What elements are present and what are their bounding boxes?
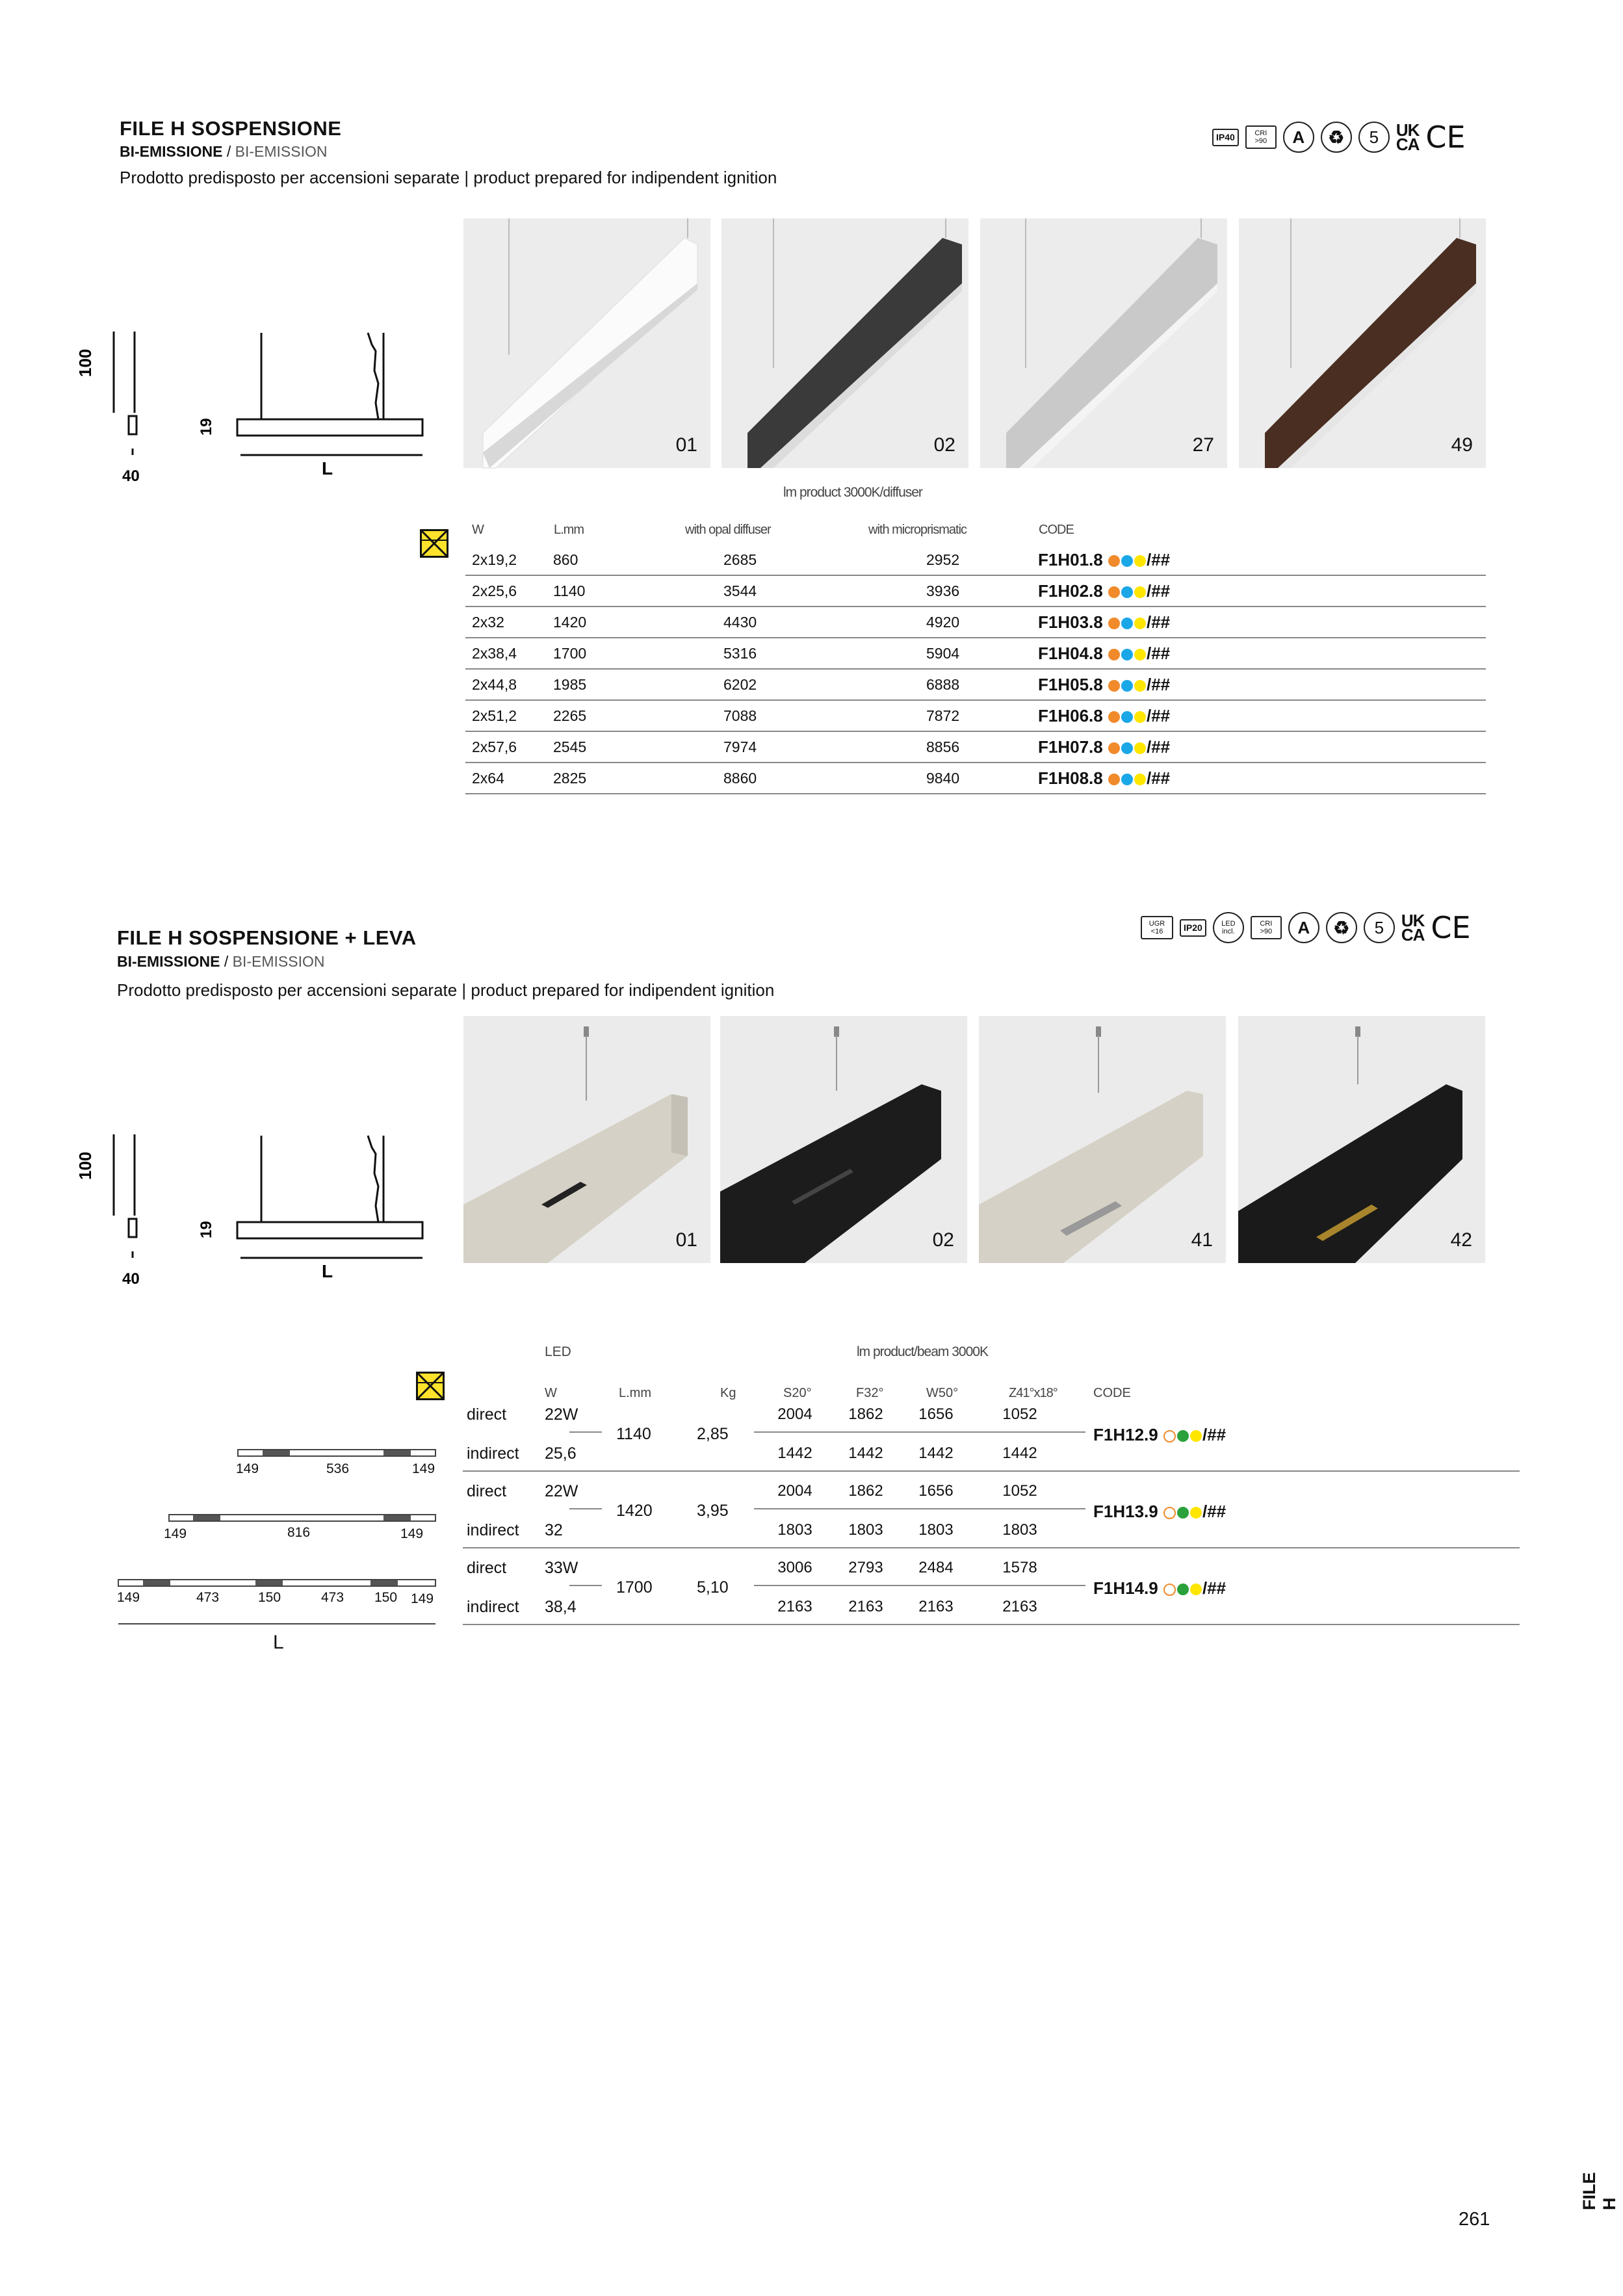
color-dot-green: [1177, 1430, 1189, 1442]
color-dot-yellow: [1134, 586, 1146, 598]
cell-indirect-lm: 2163: [777, 1598, 812, 1615]
cell-indirect-lm: 1803: [1002, 1521, 1037, 1539]
header-opal: with opal diffuser: [685, 522, 771, 537]
code-suffix: /##: [1146, 612, 1171, 632]
led-label: LED: [545, 1344, 571, 1359]
header-w50: W50°: [926, 1386, 959, 1400]
cell-code: [1038, 545, 1486, 575]
product-code: F1H08.8: [1038, 768, 1103, 788]
warning-icon: [416, 1372, 445, 1400]
code-suffix: /##: [1146, 737, 1171, 757]
label-indirect: indirect: [467, 1444, 519, 1463]
header-w: W: [472, 522, 484, 537]
cell-code: [1038, 638, 1486, 669]
layout1-c: 149: [412, 1461, 435, 1476]
color-dot-blue: [1121, 649, 1133, 660]
product-code: F1H13.9: [1093, 1502, 1158, 1521]
cell-code: [1038, 669, 1486, 700]
color-dot-yellow: [1190, 1507, 1202, 1519]
drawing-length: L: [322, 458, 333, 478]
code-suffix: /##: [1146, 674, 1171, 694]
cell-micro: 6888: [868, 669, 1038, 700]
energy-a-icon: A: [1283, 122, 1314, 153]
layout3-c: 150: [258, 1590, 281, 1605]
cell-w: 2x44,8: [465, 669, 553, 700]
drawing-width: 40: [122, 1270, 140, 1288]
cell-indirect-lm: 1442: [777, 1444, 812, 1462]
layout3-d: 473: [321, 1590, 344, 1605]
table-row: [465, 763, 1486, 794]
code-suffix: /##: [1146, 705, 1171, 725]
cell-w: 2x32: [465, 607, 553, 638]
cell-opal: 8860: [684, 763, 868, 794]
color-dot-green: [1177, 1507, 1189, 1519]
cell-w: 2x57,6: [465, 731, 553, 763]
ukca-icon: UK CA: [1401, 911, 1425, 945]
cell-code: [1038, 575, 1486, 607]
photo-finish-42: [1238, 1016, 1485, 1263]
table-row: [465, 575, 1486, 607]
cell-micro: 2952: [868, 545, 1038, 575]
code-suffix: /##: [1146, 768, 1171, 788]
photo-finish-49: [1239, 218, 1486, 468]
cell-w: 2x38,4: [465, 638, 553, 669]
code-suffix: /##: [1146, 581, 1171, 601]
cell-opal: 2685: [684, 545, 868, 575]
color-dot-yellow: [1134, 774, 1146, 785]
layout2-a: 149: [164, 1526, 187, 1541]
cell-code: [1093, 1502, 1226, 1522]
color-dot-orange: [1108, 774, 1120, 785]
cell-direct-lm: 2793: [848, 1559, 883, 1576]
cell-direct-lm: 1656: [918, 1405, 954, 1423]
cell-w-direct: 33W: [545, 1559, 578, 1577]
header-s20: S20°: [783, 1386, 812, 1400]
code-suffix: /##: [1146, 643, 1171, 663]
energy-a-icon: A: [1288, 912, 1319, 943]
product-code: F1H03.8: [1038, 612, 1103, 632]
cell-direct-lm: 2004: [777, 1405, 812, 1423]
drawing-height: 100: [75, 348, 95, 377]
cell-code: [1038, 607, 1486, 638]
color-dot-orange: [1108, 618, 1120, 629]
color-dot-orange-outline: [1163, 1507, 1176, 1519]
cell-micro: 7872: [868, 700, 1038, 731]
header-f32: F32°: [856, 1386, 884, 1400]
cell-w: 2x51,2: [465, 700, 553, 731]
table1: [465, 515, 1486, 794]
photo-label: 27: [1192, 434, 1214, 456]
cell-length: 860: [553, 545, 684, 575]
cell-indirect-lm: 1803: [918, 1521, 954, 1539]
side-tab-label: FILE H: [1579, 2172, 1619, 2210]
product-code: F1H12.9: [1093, 1425, 1158, 1444]
photo-finish-01: [463, 218, 710, 468]
cell-direct-lm: 1578: [1002, 1559, 1037, 1576]
layout2-c: 149: [400, 1526, 424, 1541]
product-code: F1H07.8: [1038, 737, 1103, 757]
photo-label: 02: [932, 1229, 954, 1251]
color-dot-orange: [1108, 586, 1120, 598]
cell-length: 1700: [553, 638, 684, 669]
warranty-5-icon: 5: [1364, 912, 1395, 943]
cell-micro: 8856: [868, 731, 1038, 763]
table-row: [465, 700, 1486, 731]
ip20-icon: IP20: [1180, 919, 1206, 937]
cell-length: 1140: [553, 575, 684, 607]
cell-length: 2825: [553, 763, 684, 794]
cell-length: 1140: [616, 1425, 651, 1443]
color-dot-orange-outline: [1163, 1430, 1176, 1442]
cri-icon: CRI >90: [1245, 125, 1277, 149]
cell-indirect-lm: 1803: [777, 1521, 812, 1539]
table-row: [465, 607, 1486, 638]
cell-direct-lm: 2004: [777, 1482, 812, 1500]
cell-opal: 7974: [684, 731, 868, 763]
color-dot-orange: [1108, 711, 1120, 723]
header-length: L.mm: [554, 522, 584, 537]
cell-length: 1700: [616, 1578, 653, 1597]
header-w: W: [545, 1386, 557, 1400]
cell-indirect-lm: 1803: [848, 1521, 883, 1539]
code-suffix: /##: [1202, 1425, 1227, 1444]
label-indirect: indirect: [467, 1521, 519, 1539]
warning-icon: [420, 529, 448, 558]
photo-finish-02: [720, 1016, 967, 1263]
product-code: F1H14.9: [1093, 1578, 1158, 1598]
cell-micro: 3936: [868, 575, 1038, 607]
photo-label: 01: [675, 434, 697, 456]
table-row: [465, 638, 1486, 669]
cell-length: 1420: [616, 1502, 653, 1520]
cell-direct-lm: 2484: [918, 1559, 954, 1576]
code-suffix: /##: [1202, 1578, 1227, 1598]
cell-code: [1093, 1578, 1226, 1598]
photo-label: 02: [933, 434, 955, 456]
product-code: F1H01.8: [1038, 549, 1103, 569]
drawing-length: L: [322, 1261, 333, 1281]
product-code: F1H02.8: [1038, 581, 1103, 601]
led-incl-icon: LED incl.: [1213, 912, 1244, 943]
cell-indirect-lm: 2163: [848, 1598, 883, 1615]
ip40-icon: IP40: [1212, 129, 1239, 146]
label-indirect: indirect: [467, 1598, 519, 1616]
sub-light: BI-EMISSION: [232, 953, 325, 970]
cell-length: 1420: [553, 607, 684, 638]
cri-icon: CRI >90: [1251, 916, 1282, 939]
header-length: L.mm: [619, 1386, 651, 1400]
layout3-a: 149: [117, 1590, 140, 1605]
cell-w: 2x64: [465, 763, 553, 794]
photo-finish-41: [979, 1016, 1226, 1263]
photo-finish-01: [463, 1016, 710, 1263]
table-row: [465, 669, 1486, 700]
cell-indirect-lm: 1442: [918, 1444, 954, 1462]
cell-micro: 5904: [868, 638, 1038, 669]
cell-micro: 4920: [868, 607, 1038, 638]
cell-micro: 9840: [868, 763, 1038, 794]
table-row: [465, 545, 1486, 575]
photo-label: 49: [1451, 434, 1473, 456]
ce-icon: CE: [1431, 910, 1471, 945]
color-dot-yellow: [1190, 1584, 1202, 1595]
cell-indirect-lm: 1442: [1002, 1444, 1037, 1462]
color-dot-blue: [1121, 618, 1133, 629]
cell-w-indirect: 25,6: [545, 1444, 577, 1463]
code-suffix: /##: [1202, 1502, 1227, 1521]
recycle-icon: ♻: [1326, 912, 1357, 943]
cell-w-direct: 22W: [545, 1482, 578, 1500]
layout3-e: 150: [374, 1590, 398, 1605]
drawing-depth: 19: [198, 418, 215, 436]
section1-subtitle: BI-EMISSIONE / BI-EMISSION: [120, 143, 328, 160]
color-dot-yellow: [1134, 680, 1146, 692]
section2-title: FILE H SOSPENSIONE + LEVA: [117, 926, 417, 949]
product-code: F1H04.8: [1038, 643, 1103, 663]
header-micro: with microprismatic: [868, 522, 967, 537]
color-dot-yellow: [1190, 1430, 1202, 1442]
color-dot-orange: [1108, 680, 1120, 692]
color-dot-green: [1177, 1584, 1189, 1595]
cell-opal: 3544: [684, 575, 868, 607]
cell-direct-lm: 1052: [1002, 1482, 1037, 1500]
cell-opal: 6202: [684, 669, 868, 700]
label-direct: direct: [467, 1482, 507, 1500]
color-dot-blue: [1121, 680, 1133, 692]
cell-direct-lm: 1052: [1002, 1405, 1037, 1423]
cell-w-direct: 22W: [545, 1405, 578, 1424]
ukca-icon: UK CA: [1396, 120, 1420, 154]
product-code: F1H06.8: [1038, 705, 1103, 725]
layout1-a: 149: [236, 1461, 259, 1476]
color-dot-yellow: [1134, 555, 1146, 567]
cell-kg: 2,85: [697, 1425, 729, 1443]
section2-description: Prodotto predisposto per accensioni separate | product prepared for indipendent ignition: [117, 980, 775, 1000]
label-direct: direct: [467, 1405, 507, 1424]
color-dot-orange: [1108, 649, 1120, 660]
color-dot-blue: [1121, 586, 1133, 598]
cell-direct-lm: 1656: [918, 1482, 954, 1500]
cell-direct-lm: 1862: [848, 1405, 883, 1423]
photo-label: 41: [1191, 1229, 1213, 1251]
ce-icon: CE: [1425, 120, 1466, 155]
cell-w: 2x19,2: [465, 545, 553, 575]
product-code: F1H05.8: [1038, 674, 1103, 694]
table1-caption: lm product 3000K/diffuser: [783, 485, 922, 500]
cell-length: 2265: [553, 700, 684, 731]
cell-w-indirect: 38,4: [545, 1598, 577, 1616]
label-direct: direct: [467, 1559, 507, 1577]
sub-bold: BI-EMISSIONE: [120, 143, 223, 160]
header-kg: Kg: [720, 1386, 736, 1400]
drawing-width: 40: [122, 467, 140, 485]
color-dot-yellow: [1134, 618, 1146, 629]
header-code: CODE: [1039, 522, 1074, 537]
cell-code: [1038, 731, 1486, 763]
header-z41: Z41°x18°: [1009, 1386, 1058, 1400]
layout3-f: 149: [411, 1591, 434, 1606]
ugr-icon: UGR <16: [1141, 916, 1173, 939]
color-dot-yellow: [1134, 649, 1146, 660]
cell-code: [1038, 700, 1486, 731]
recycle-icon: ♻: [1321, 122, 1352, 153]
layout3-b: 473: [196, 1590, 220, 1605]
cell-direct-lm: 3006: [777, 1559, 812, 1576]
layout1-b: 536: [326, 1461, 350, 1476]
color-dot-orange-outline: [1163, 1584, 1176, 1596]
page-number: 261: [1459, 2209, 1490, 2230]
photo-label: 01: [675, 1229, 697, 1251]
cell-length: 1985: [553, 669, 684, 700]
color-dot-blue: [1121, 742, 1133, 754]
warranty-5-icon: 5: [1358, 122, 1390, 153]
cell-kg: 3,95: [697, 1502, 729, 1520]
cell-indirect-lm: 2163: [918, 1598, 954, 1615]
color-dot-yellow: [1134, 711, 1146, 723]
cell-w-indirect: 32: [545, 1521, 563, 1539]
photo-label: 42: [1450, 1229, 1472, 1251]
table2-caption: lm product/beam 3000K: [857, 1344, 988, 1359]
sub-light: BI-EMISSION: [235, 143, 328, 160]
table-row: [465, 731, 1486, 763]
cell-opal: 7088: [684, 700, 868, 731]
drawing-height: 100: [75, 1151, 95, 1180]
cell-opal: 5316: [684, 638, 868, 669]
drawing-depth: 19: [198, 1221, 215, 1238]
cell-opal: 4430: [684, 607, 868, 638]
photo-finish-02: [721, 218, 968, 468]
section2-subtitle: BI-EMISSIONE / BI-EMISSION: [117, 953, 325, 970]
sub-bold: BI-EMISSIONE: [117, 953, 220, 970]
cell-w: 2x25,6: [465, 575, 553, 607]
section2-cert-icons: [1141, 910, 1471, 945]
color-dot-blue: [1121, 711, 1133, 723]
cell-indirect-lm: 2163: [1002, 1598, 1037, 1615]
cell-kg: 5,10: [697, 1578, 729, 1597]
cell-direct-lm: 1862: [848, 1482, 883, 1500]
cell-code: [1093, 1425, 1226, 1445]
code-suffix: /##: [1146, 549, 1171, 569]
color-dot-blue: [1121, 774, 1133, 785]
color-dot-blue: [1121, 555, 1133, 567]
cell-indirect-lm: 1442: [848, 1444, 883, 1462]
cell-code: [1038, 763, 1486, 794]
section1-description: Prodotto predisposto per accensioni separate | product prepared for indipendent ignition: [120, 168, 777, 187]
color-dot-yellow: [1134, 742, 1146, 754]
layout2-b: 816: [287, 1525, 311, 1540]
section1-cert-icons: [1212, 120, 1466, 155]
color-dot-orange: [1108, 742, 1120, 754]
photo-finish-27: [980, 218, 1227, 468]
section1-title: FILE H SOSPENSIONE: [120, 117, 342, 140]
color-dot-orange: [1108, 555, 1120, 567]
cell-length: 2545: [553, 731, 684, 763]
header-code: CODE: [1093, 1386, 1131, 1400]
layout-length: L: [273, 1632, 284, 1653]
